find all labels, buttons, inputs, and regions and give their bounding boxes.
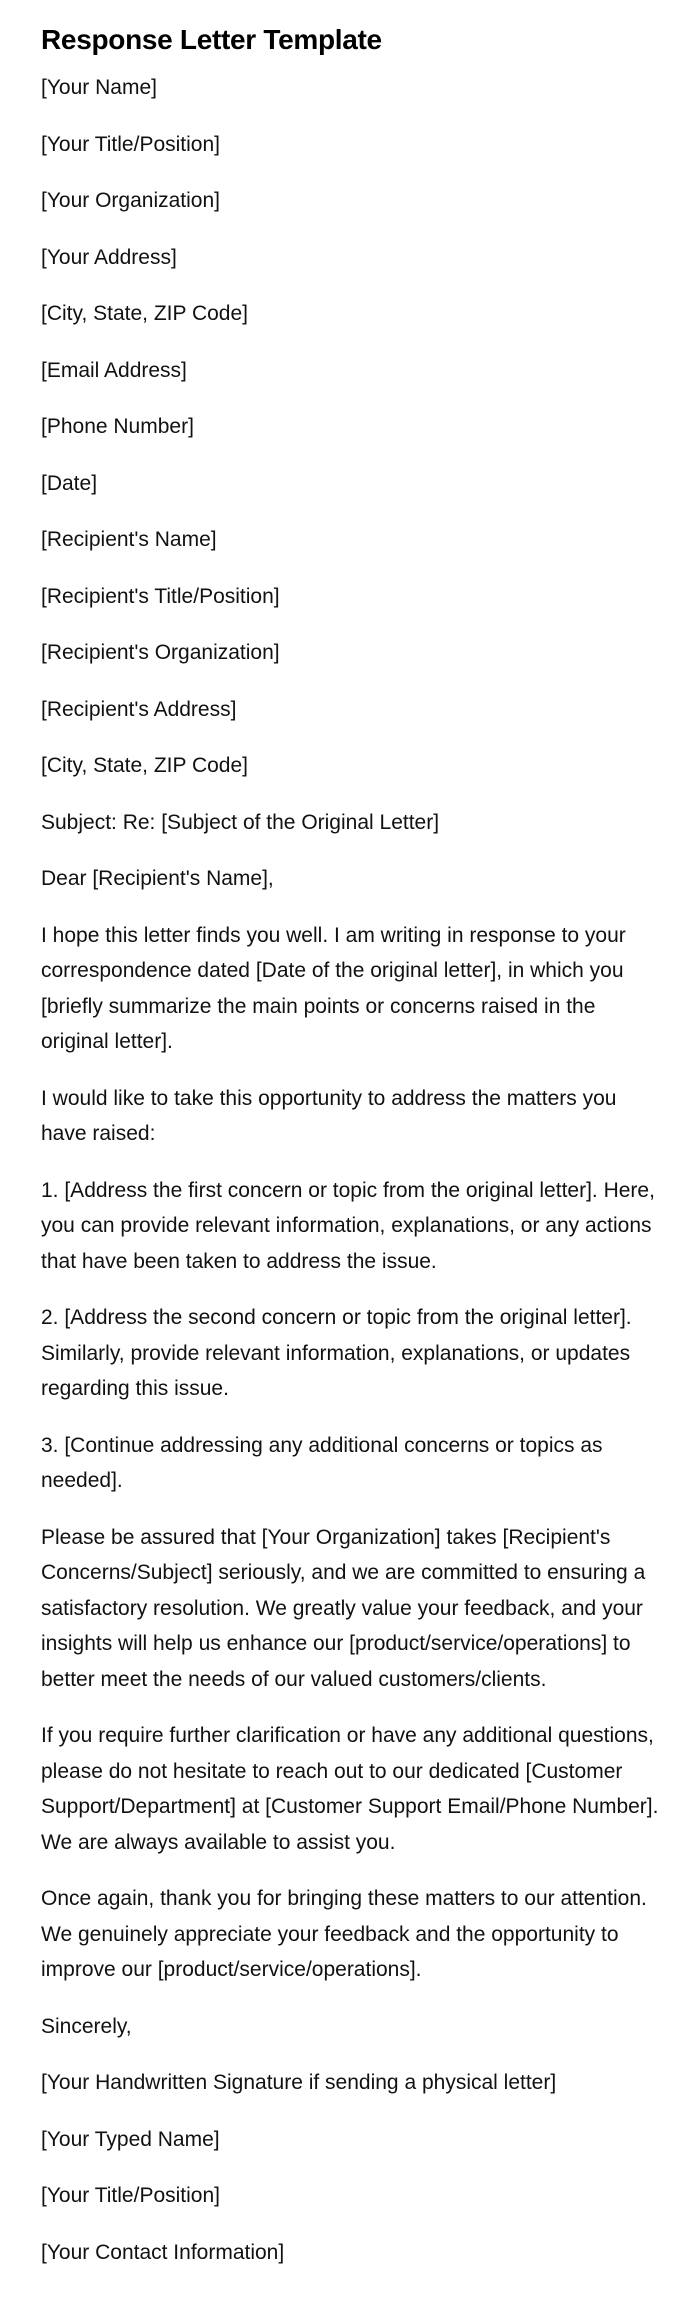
closing: Sincerely, — [41, 2014, 132, 2038]
signer-contact: [Your Contact Information] — [41, 2240, 285, 2264]
subject-line: Subject: Re: [Subject of the Original Letter] — [41, 810, 440, 834]
body-paragraph: I hope this letter finds you well. I am writing in response to your correspondence dated [Date of the original letter], in which you [briefly summarize the main points or concerns raised in the original letter]. — [41, 923, 626, 1053]
letter-date: [Date] — [41, 471, 98, 495]
signature-line: [Your Handwritten Signature if sending a physical letter] — [41, 2071, 557, 2094]
recipient-organization: [Recipient's Organization] — [41, 641, 280, 664]
body-paragraph: If you require further clarification or have any additional questions, please do not hesitate to reach out to our dedicated [Customer Support/Department] at [Customer Support Email/Phone Number]. We are always available to assist you. — [41, 1724, 659, 1854]
recipient-address: [Recipient's Address] — [41, 697, 237, 721]
body-paragraph: Once again, thank you for bringing these matters to our attention. We genuinely appreciate your feedback and the opportunity to improve our [product/service/operations]. — [41, 1887, 647, 1981]
sender-city-state-zip: [City, State, ZIP Code] — [41, 302, 248, 325]
body-paragraph: Please be assured that [Your Organization] takes [Recipient's Concerns/Subject] seriously, and we are committed to ensuring a satisfactory resolution. We greatly value your feedback, and your insights will help us enhance our [product/service/operations] to better meet the needs of our valued customers/clients. — [41, 1525, 646, 1691]
body-paragraph: I would like to take this opportunity to address the matters you have raised: — [41, 1086, 617, 1145]
body-list-item: 1. [Address the first concern or topic from the original letter]. Here, you can provide relevant information, explanations, or any actions that have been taken to address the issue. — [41, 1178, 655, 1273]
body-list-item: 3. [Continue addressing any additional concerns or topics as needed]. — [41, 1433, 603, 1492]
sender-title: [Your Title/Position] — [41, 132, 220, 156]
sender-organization: [Your Organization] — [41, 189, 221, 212]
page-title: Response Letter Template — [41, 24, 382, 55]
recipient-name: [Recipient's Name] — [41, 528, 217, 551]
sender-email: [Email Address] — [41, 358, 187, 382]
recipient-title: [Recipient's Title/Position] — [41, 584, 280, 608]
sender-name: [Your Name] — [41, 76, 157, 99]
salutation: Dear [Recipient's Name], — [41, 867, 274, 890]
sender-phone: [Phone Number] — [41, 415, 194, 438]
body-list-item: 2. [Address the second concern or topic from the original letter]. Similarly, provide relevant information, explanations, or updates regarding this issue. — [41, 1306, 632, 1400]
typed-name: [Your Typed Name] — [41, 2127, 220, 2151]
recipient-city-state-zip: [City, State, ZIP Code] — [41, 754, 248, 777]
sender-address: [Your Address] — [41, 245, 177, 269]
signer-title: [Your Title/Position] — [41, 2184, 220, 2207]
